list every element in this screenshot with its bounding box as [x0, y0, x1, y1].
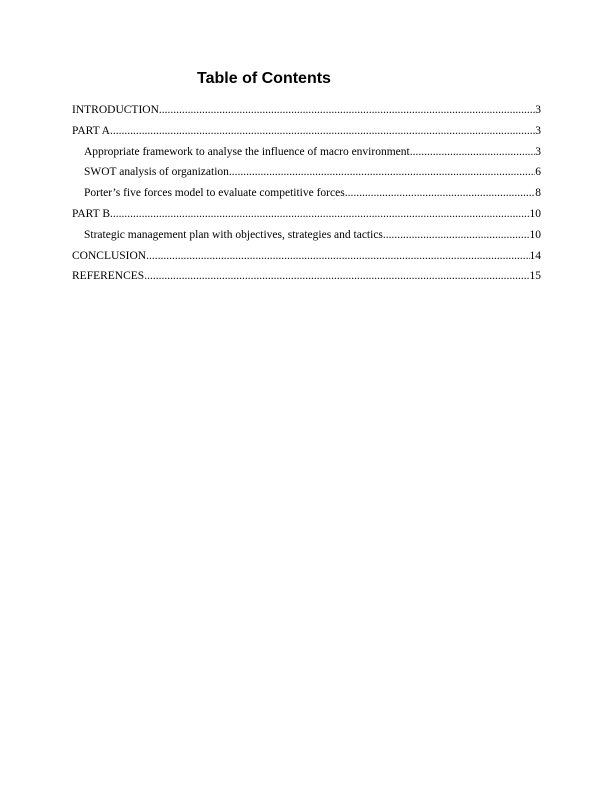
toc-entry-page-number: 15 — [529, 270, 541, 283]
toc-entry-references[interactable] — [72, 270, 541, 291]
toc-entry-part-b[interactable] — [72, 208, 541, 229]
toc-entry-page-number: 6 — [535, 166, 541, 179]
toc-leader-dots — [410, 146, 536, 158]
toc-entry-page-number: 10 — [529, 207, 541, 220]
toc-entry-page-number: 3 — [535, 104, 541, 116]
toc-leader-dots — [110, 125, 535, 137]
toc-entry-swot[interactable] — [72, 166, 541, 187]
toc-entry-label: PART B — [72, 207, 110, 220]
toc-entry-label: Porter’s five forces model to evaluate competitive forces — [84, 187, 345, 200]
toc-leader-dots — [383, 229, 530, 241]
toc-leader-dots — [159, 104, 535, 116]
toc-leader-dots — [144, 270, 529, 282]
toc-entry-macro-framework[interactable] — [72, 146, 541, 167]
toc-entry-page-number: 3 — [535, 145, 541, 158]
toc-entry-label: PART A — [72, 124, 110, 137]
toc-entry-label: INTRODUCTION — [72, 104, 159, 116]
toc-entry-page-number: 14 — [529, 249, 541, 262]
toc-leader-dots — [110, 208, 530, 220]
toc-entry-label: Appropriate framework to analyse the influence of macro environment — [84, 145, 410, 158]
toc-entry-label: SWOT analysis of organization — [84, 166, 229, 179]
toc-leader-dots — [345, 187, 536, 199]
toc-list — [72, 104, 541, 291]
toc-entry-part-a[interactable] — [72, 125, 541, 146]
toc-entry-label: Strategic management plan with objectives, strategies and tactics — [84, 228, 383, 241]
toc-leader-dots — [229, 166, 535, 178]
toc-entry-introduction[interactable] — [72, 104, 541, 125]
toc-entry-label: REFERENCES — [72, 270, 145, 283]
toc-entry-conclusion[interactable] — [72, 250, 541, 271]
toc-entry-label: CONCLUSION — [72, 249, 147, 262]
toc-leader-dots — [146, 250, 529, 262]
toc-entry-page-number: 3 — [535, 124, 541, 137]
toc-entry-strategic-plan[interactable] — [72, 229, 541, 250]
toc-entry-page-number: 10 — [529, 228, 541, 241]
toc-title: Table of Contents — [197, 70, 331, 87]
toc-entry-page-number: 8 — [535, 187, 541, 200]
toc-entry-porters-five-forces[interactable] — [72, 187, 541, 208]
